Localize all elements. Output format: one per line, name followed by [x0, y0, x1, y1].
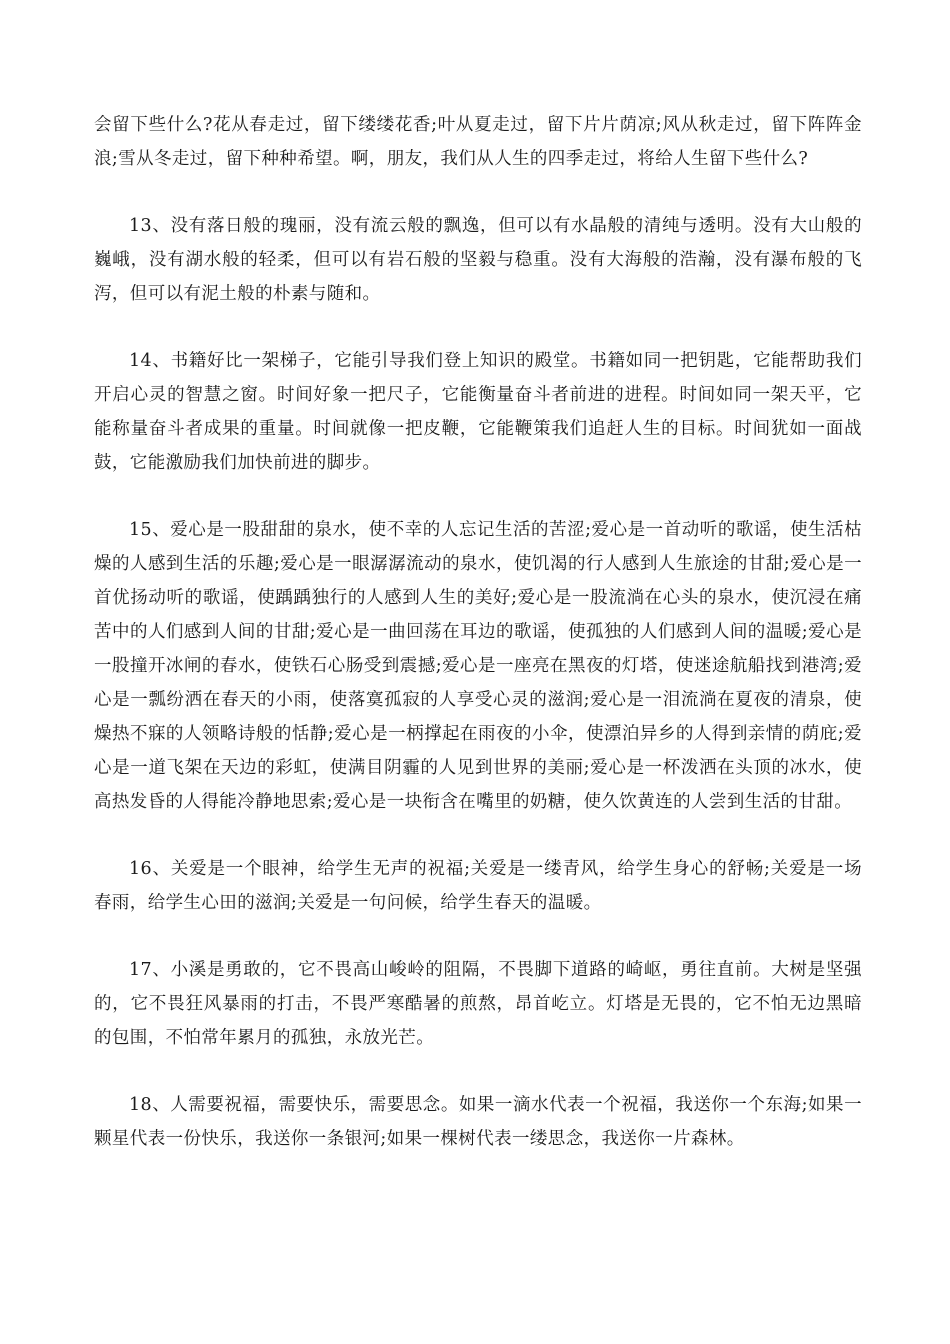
- paragraph-17: 17、小溪是勇敢的，它不畏高山峻岭的阻隔，不畏脚下道路的崎岖，勇往直前。大树是坚强的，它不畏狂风暴雨的打击，不畏严寒酷暑的煎熬，昂首屹立。灯塔是无畏的，它不怕无边黑暗的包围，不怕常年累月的孤独，永放光芒。: [94, 960, 862, 1048]
- document-body: [94, 108, 862, 1189]
- paragraph-14: 14、书籍好比一架梯子，它能引导我们登上知识的殿堂。书籍如同一把钥匙，它能帮助我们开启心灵的智慧之窗。时间好象一把尺子，它能衡量奋斗者前进的进程。时间如同一架天平，它能称量奋斗者成果的重量。时间就像一把皮鞭，它能鞭策我们追赶人生的目标。时间犹如一面战鼓，它能激励我们加快前进的脚步。: [94, 351, 862, 473]
- paragraph-16: 16、关爱是一个眼神，给学生无声的祝福;关爱是一缕青风，给学生身心的舒畅;关爱是一场春雨，给学生心田的滋润;关爱是一句问候，给学生春天的温暖。: [94, 859, 862, 913]
- paragraph-continuation: 会留下些什么?花从春走过，留下缕缕花香;叶从夏走过，留下片片荫凉;风从秋走过，留下阵阵金浪;雪从冬走过，留下种种希望。啊，朋友，我们从人生的四季走过，将给人生留下些什么?: [94, 115, 862, 169]
- paragraph-18: 18、人需要祝福，需要快乐，需要思念。如果一滴水代表一个祝福，我送你一个东海;如果一颗星代表一份快乐，我送你一条银河;如果一棵树代表一缕思念，我送你一片森林。: [94, 1095, 862, 1149]
- paragraph-15: 15、爱心是一股甜甜的泉水，使不幸的人忘记生活的苦涩;爱心是一首动听的歌谣，使生活枯燥的人感到生活的乐趣;爱心是一眼潺潺流动的泉水，使饥渴的行人感到人生旅途的甘甜;爱心是一首优扬动听的歌谣，使踽踽独行的人感到人生的美好;爱心是一股流淌在心头的泉水，使沉浸在痛苦中的人们感到人间的甘甜;爱心是一曲回荡在耳边的歌谣，使孤独的人们感到人间的温暖;爱心是一股撞开冰闸的春水，使铁石心肠受到震撼;爱心是一座亮在黑夜的灯塔，使迷途航船找到港湾;爱心是一瓢纷洒在春天的小雨，使落寞孤寂的人享受心灵的滋润;爱心是一泪流淌在夏夜的清泉，使燥热不寐的人领略诗般的恬静;爱心是一柄撑起在雨夜的小伞，使漂泊异乡的人得到亲情的荫庇;爱心是一道飞架在天边的彩虹，使满目阴霾的人见到世界的美丽;爱心是一杯泼洒在头顶的冰水，使高热发昏的人得能冷静地思索;爱心是一块衔含在嘴里的奶糖，使久饮黄连的人尝到生活的甘甜。: [94, 520, 862, 812]
- paragraph-13: 13、没有落日般的瑰丽，没有流云般的飘逸，但可以有水晶般的清纯与透明。没有大山般的巍峨，没有湖水般的轻柔，但可以有岩石般的坚毅与稳重。没有大海般的浩瀚，没有瀑布般的飞泻，但可以有泥土般的朴素与随和。: [94, 216, 862, 304]
